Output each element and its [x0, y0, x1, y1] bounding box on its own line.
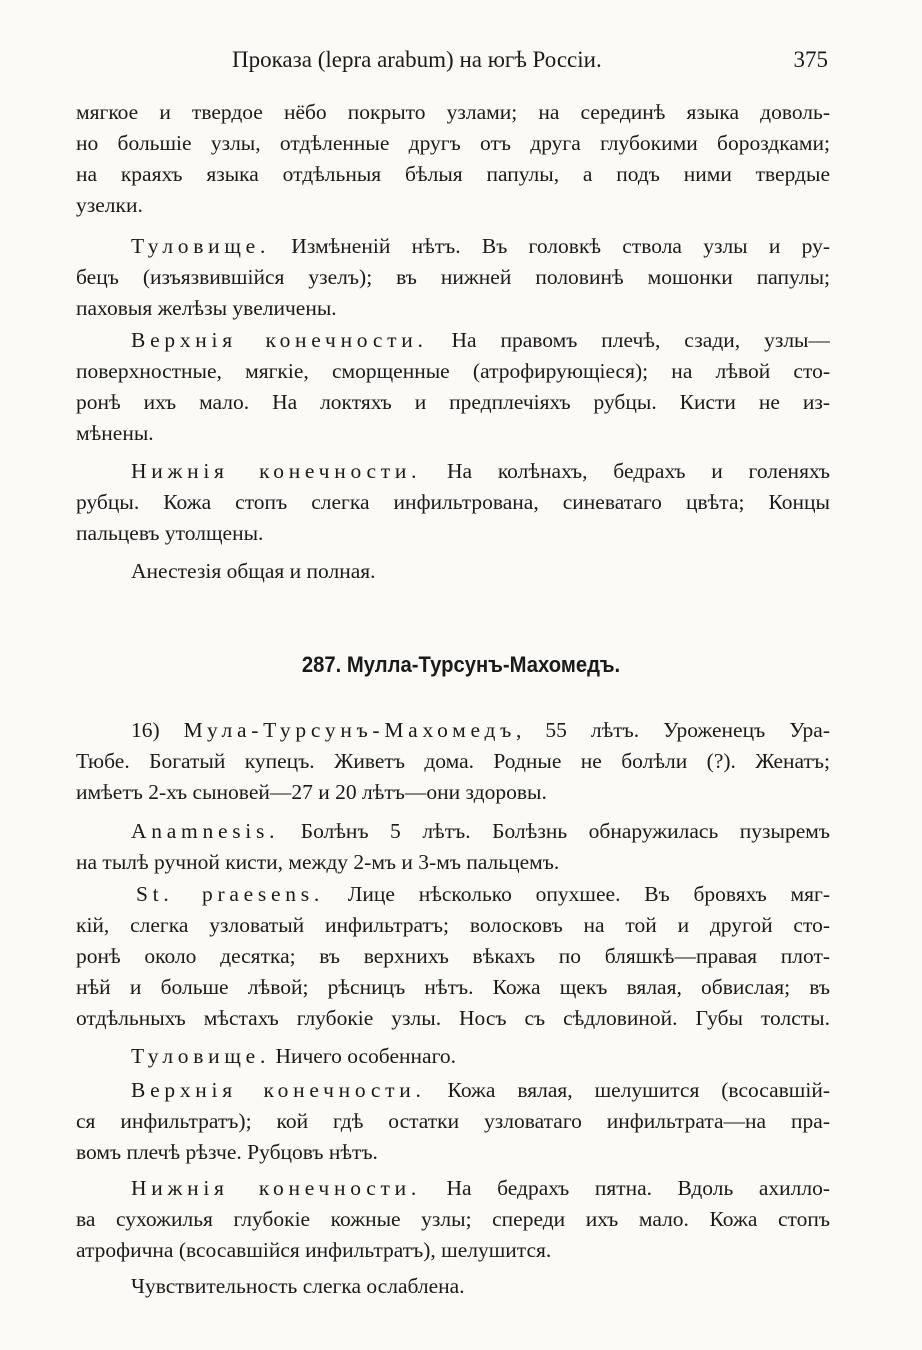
paragraph-case-lower-limbs — [76, 1173, 830, 1266]
paragraph-case-intro — [76, 715, 830, 808]
section-label: Туловище. — [131, 234, 271, 258]
paragraph-case-upper-limbs — [76, 1075, 830, 1168]
text-line: Anamnesis. Болѣнъ 5 лѣтъ. Болѣзнь обнаружилась пузыремъ — [131, 819, 830, 843]
section-label: Нижнія конечности. — [131, 459, 422, 483]
paragraph-sensitivity — [76, 1271, 830, 1302]
section-label: St. praesens. — [136, 882, 324, 906]
text-line: на тылѣ ручной кисти, между 2-мъ и 3-мъ пальцемъ. — [76, 850, 560, 874]
running-head — [76, 44, 830, 76]
section-label: Верхнія конечности. — [131, 328, 428, 352]
text-line: отдѣльныхъ мѣстахъ глубокіе узлы. Носъ съ сѣдловиной. Губы толсты. — [76, 1006, 830, 1030]
case-name: Мулла-Турсунъ-Махомедъ. — [346, 652, 621, 677]
text-line: Анестезія общая и полная. — [131, 559, 376, 583]
text-line: паховыя желѣзы увеличены. — [76, 296, 337, 320]
text-line: Нижнія конечности. На колѣнахъ, бедрахъ и голеняхъ — [131, 459, 830, 483]
paragraph-anamnesis — [76, 816, 830, 878]
text-line: ся инфильтратъ); кой гдѣ остатки узловатаго инфильтрата—на пра- — [76, 1109, 830, 1133]
text-line: 16) Мула-Турсунъ-Махомедъ, 55 лѣтъ. Уроженецъ Ура- — [131, 718, 830, 742]
section-label: Верхнія конечности. — [131, 1078, 426, 1102]
text-line: нѣй и больше лѣвой; рѣсницъ нѣтъ. Кожа щекъ вялая, обвислая; въ — [76, 975, 830, 999]
text-line: Чувствительность слегка ослаблена. — [131, 1274, 465, 1298]
text-line: мягкое и твердое нёбо покрыто узлами; на серединѣ языка доволь- — [76, 100, 830, 124]
text-line: Верхнія конечности. На правомъ плечѣ, сзади, узлы— — [131, 328, 830, 352]
section-label: Нижнія конечности. — [131, 1176, 421, 1200]
text-line: Туловище. Измѣненій нѣтъ. Въ головкѣ ствола узлы и ру- — [131, 234, 830, 258]
text-line: Нижнія конечности. На бедрахъ пятна. Вдоль ахилло- — [131, 1176, 830, 1200]
text-line: мѣнены. — [76, 421, 154, 445]
text-line: Верхнія конечности. Кожа вялая, шелушится (всосавшій- — [131, 1078, 830, 1102]
page-number: 375 — [793, 47, 828, 72]
section-label: Туловище. — [131, 1044, 271, 1068]
text-line: St. praesens. Лице нѣсколько опухшее. Въ бровяхъ мяг- — [136, 882, 830, 906]
text-line: на краяхъ языка отдѣльныя бѣлыя папулы, а подъ ними твердые — [76, 162, 830, 186]
text-line: Тюбе. Богатый купецъ. Живетъ дома. Родные не болѣли (?). Женатъ; — [76, 749, 830, 773]
text-line: атрофична (всосавшійся инфильтратъ), шелушится. — [76, 1238, 552, 1262]
text-line: но большіе узлы, отдѣленные другъ отъ друга глубокими бороздками; — [76, 131, 830, 155]
text-line: имѣетъ 2-хъ сыновей—27 и 20 лѣтъ—они здоровы. — [76, 780, 547, 804]
paragraph-case-torso — [76, 1041, 830, 1072]
text-line: Туловище. Ничего особеннаго. — [131, 1044, 456, 1068]
case-number: 287. — [301, 652, 342, 677]
text-line: вомъ плечѣ рѣзче. Рубцовъ нѣтъ. — [76, 1140, 378, 1164]
text-line: узелки. — [76, 193, 143, 217]
case-heading — [37, 650, 885, 680]
text-line: ронѣ около десятка; въ верхнихъ вѣкахъ по бляшкѣ—правая плот- — [76, 944, 830, 968]
paragraph-upper-limbs — [76, 325, 830, 449]
paragraph-anesthesia — [76, 556, 830, 587]
paragraph-torso — [76, 231, 830, 324]
text-line: бецъ (изъязвившійся узелъ); въ нижней половинѣ мошонки папулы; — [76, 265, 830, 289]
paragraph-lower-limbs — [76, 456, 830, 549]
text-line: поверхностные, мягкіе, сморщенные (атрофирующіеся); на лѣвой сто- — [76, 359, 830, 383]
patient-name: Мула-Турсунъ-Махомедъ — [183, 718, 517, 742]
text-line: кій, слегка узловатый инфильтратъ; волосковъ на той и другой сто- — [76, 913, 830, 937]
text-line: ва сухожилья глубокіе кожные узлы; спереди ихъ мало. Кожа стопъ — [76, 1207, 830, 1231]
text-line: ронѣ ихъ мало. На локтяхъ и предплечіяхъ рубцы. Кисти не из- — [76, 390, 830, 414]
text-line: рубцы. Кожа стопъ слегка инфильтрована, синеватаго цвѣта; Концы — [76, 490, 830, 514]
running-title: Проказа (lepra arabum) на югѣ Россіи. — [232, 47, 602, 72]
section-label: Anamnesis. — [131, 819, 280, 843]
paragraph-mouth — [76, 97, 830, 221]
paragraph-status-praesens — [76, 879, 830, 1034]
text-line: пальцевъ утолщены. — [76, 521, 264, 545]
